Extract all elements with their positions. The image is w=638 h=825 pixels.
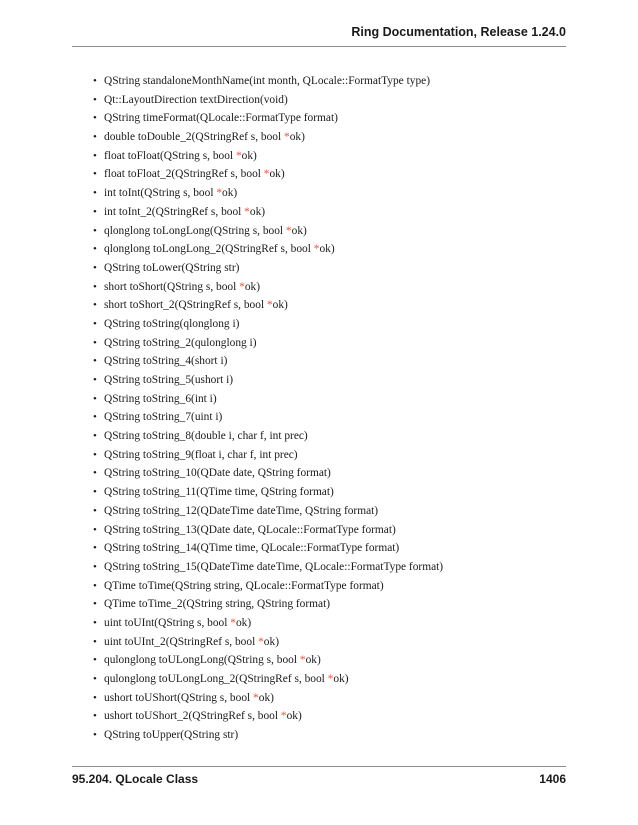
bullet-icon: • (93, 355, 97, 368)
method-signature: QString toString_7(uint i) (104, 411, 223, 424)
bullet-icon: • (93, 168, 97, 181)
method-signature: QTime toTime(QString string, QLocale::FormatType format) (104, 579, 384, 592)
method-signature-tail: ok) (319, 243, 335, 256)
method-signature: float toFloat_2(QStringRef s, bool (104, 168, 264, 181)
pointer-marker: * (253, 691, 259, 704)
list-item (93, 203, 573, 222)
bullet-icon: • (93, 149, 97, 162)
bullet-icon: • (93, 280, 97, 293)
method-signature: QString toString_8(double i, char f, int prec) (104, 430, 308, 443)
pointer-marker: * (235, 149, 242, 162)
method-signature: qlonglong toLongLong_2(QStringRef s, bool (104, 243, 314, 256)
list-item (93, 408, 573, 427)
bullet-icon: • (93, 75, 97, 87)
list-item (93, 240, 573, 259)
list-item (93, 147, 573, 166)
list-item (93, 670, 573, 689)
page-footer (72, 766, 566, 789)
bullet-icon: • (93, 411, 97, 424)
list-item (93, 371, 573, 390)
list-item (93, 651, 573, 670)
bullet-icon: • (93, 654, 97, 667)
method-signature: QString toLower(QString str) (104, 261, 240, 274)
bullet-icon: • (93, 598, 97, 611)
method-signature: Qt::LayoutDirection textDirection(void) (104, 93, 288, 106)
method-signature: QString toUpper(QString str) (104, 729, 239, 742)
method-signature-tail: ok) (291, 224, 307, 237)
bullet-icon: • (93, 205, 97, 218)
pointer-marker: * (285, 224, 292, 237)
pointer-marker: * (230, 616, 236, 629)
list-item (93, 577, 573, 596)
list-item (93, 427, 573, 446)
list-item (93, 521, 573, 540)
bullet-icon: • (93, 430, 97, 443)
method-signature: QString toString_15(QDateTime dateTime, QLocale::FormatType format) (104, 560, 444, 573)
method-signature-tail: ok) (272, 299, 288, 312)
method-signature: float toFloat(QString s, bool (104, 149, 236, 162)
method-signature: QString toString(qlonglong i) (104, 317, 240, 330)
method-signature-tail: ok) (286, 710, 302, 723)
method-signature: int toInt(QString s, bool (104, 187, 217, 200)
list-item (93, 109, 573, 128)
method-signature: QString toString_13(QDate date, QLocale::FormatType format) (104, 523, 396, 536)
method-signature-tail: ok) (305, 654, 321, 667)
list-item (93, 334, 573, 353)
method-signature: qulonglong toULongLong(QString s, bool (104, 654, 300, 667)
pointer-marker: * (239, 280, 245, 293)
method-signature-tail: ok) (263, 635, 279, 648)
method-signature-tail: ok) (241, 149, 257, 162)
bullet-icon: • (93, 635, 97, 648)
bullet-icon: • (93, 542, 97, 555)
bullet-icon: • (93, 616, 97, 629)
method-list-container (93, 72, 573, 745)
bullet-icon: • (93, 93, 97, 106)
bullet-icon: • (93, 317, 97, 330)
document-title: Ring Documentation, Release 1.24.0 (351, 25, 566, 39)
method-list (93, 72, 573, 745)
pointer-marker: * (258, 635, 264, 648)
page-header (72, 22, 566, 47)
method-signature: QString toString_9(float i, char f, int prec) (104, 448, 298, 461)
pointer-marker: * (244, 205, 250, 218)
method-signature: QString toString_4(short i) (104, 355, 228, 368)
bullet-icon: • (93, 504, 97, 517)
method-signature: QString toString_2(qulonglong i) (104, 336, 257, 349)
list-item (93, 259, 573, 278)
method-signature: int toInt_2(QStringRef s, bool (104, 205, 245, 218)
bullet-icon: • (93, 486, 97, 499)
bullet-icon: • (93, 710, 97, 723)
list-item (93, 614, 573, 633)
list-item (93, 165, 573, 184)
bullet-icon: • (93, 448, 97, 461)
bullet-icon: • (93, 691, 97, 704)
method-signature: ushort toUShort_2(QStringRef s, bool (104, 710, 281, 723)
bullet-icon: • (93, 336, 97, 349)
list-item (93, 483, 573, 502)
pointer-marker: * (280, 710, 287, 723)
method-signature-tail: ok) (333, 673, 349, 685)
list-item (93, 595, 573, 614)
method-signature: qlonglong toLongLong(QString s, bool (104, 224, 286, 237)
list-item (93, 390, 573, 409)
list-item (93, 633, 573, 652)
list-item (93, 707, 573, 726)
method-signature: short toShort(QString s, bool (104, 280, 240, 293)
bullet-icon: • (93, 392, 97, 405)
pointer-marker: * (327, 673, 334, 685)
list-item (93, 278, 573, 297)
bullet-icon: • (93, 374, 97, 386)
method-signature-tail: ok) (235, 616, 252, 629)
list-item (93, 464, 573, 483)
bullet-icon: • (93, 299, 97, 312)
method-signature: short toShort_2(QStringRef s, bool (104, 299, 267, 312)
list-item (93, 502, 573, 521)
method-signature: ushort toUShort(QString s, bool (104, 691, 254, 704)
list-item (93, 72, 573, 91)
bullet-icon: • (93, 523, 97, 536)
method-signature: QString toString_6(int i) (104, 392, 217, 405)
bullet-icon: • (93, 112, 97, 125)
list-item (93, 446, 573, 465)
bullet-icon: • (93, 729, 97, 742)
method-signature: uint toUInt_2(QStringRef s, bool (104, 635, 259, 648)
method-signature: double toDouble_2(QStringRef s, bool (104, 131, 285, 144)
list-item (93, 315, 573, 334)
page-number: 1406 (539, 772, 566, 786)
method-signature: QString toString_12(QDateTime dateTime, QString format) (104, 504, 379, 517)
list-item (93, 128, 573, 147)
list-item (93, 222, 573, 241)
method-signature: QString toString_5(ushort i) (104, 374, 234, 386)
bullet-icon: • (93, 579, 97, 592)
bullet-icon: • (93, 673, 97, 685)
list-item (93, 91, 573, 110)
method-signature-tail: ok) (269, 168, 285, 181)
pointer-marker: * (266, 299, 273, 312)
list-item (93, 558, 573, 577)
pointer-marker: * (299, 654, 306, 667)
bullet-icon: • (93, 243, 97, 256)
method-signature: uint toUInt(QString s, bool (104, 616, 231, 629)
method-signature: QString standaloneMonthName(int month, QLocale::FormatType type) (104, 75, 430, 87)
bullet-icon: • (93, 224, 97, 237)
method-signature: qulonglong toULongLong_2(QStringRef s, bool (104, 673, 328, 685)
method-signature-tail: ok) (244, 280, 261, 293)
bullet-icon: • (93, 560, 97, 573)
method-signature: QTime toTime_2(QString string, QString format) (104, 598, 331, 611)
list-item (93, 539, 573, 558)
list-item (93, 689, 573, 708)
pointer-marker: * (284, 131, 290, 144)
list-item (93, 184, 573, 203)
footer-section-title: 95.204. QLocale Class (72, 772, 199, 786)
method-signature: QString toString_11(QTime time, QString format) (104, 486, 334, 499)
method-signature-tail: ok) (258, 691, 274, 704)
pointer-marker: * (263, 168, 270, 181)
list-item (93, 352, 573, 371)
method-signature-tail: ok) (289, 131, 305, 144)
list-item (93, 726, 573, 745)
method-signature: QString timeFormat(QLocale::FormatType format) (104, 112, 338, 125)
pointer-marker: * (216, 187, 223, 200)
bullet-icon: • (93, 467, 97, 480)
method-signature: QString toString_14(QTime time, QLocale::FormatType format) (104, 542, 400, 555)
method-signature-tail: ok) (222, 187, 238, 200)
bullet-icon: • (93, 261, 97, 274)
pointer-marker: * (313, 243, 320, 256)
bullet-icon: • (93, 131, 97, 144)
list-item (93, 296, 573, 315)
method-signature: QString toString_10(QDate date, QString format) (104, 467, 331, 480)
method-signature-tail: ok) (249, 205, 266, 218)
bullet-icon: • (93, 187, 97, 200)
